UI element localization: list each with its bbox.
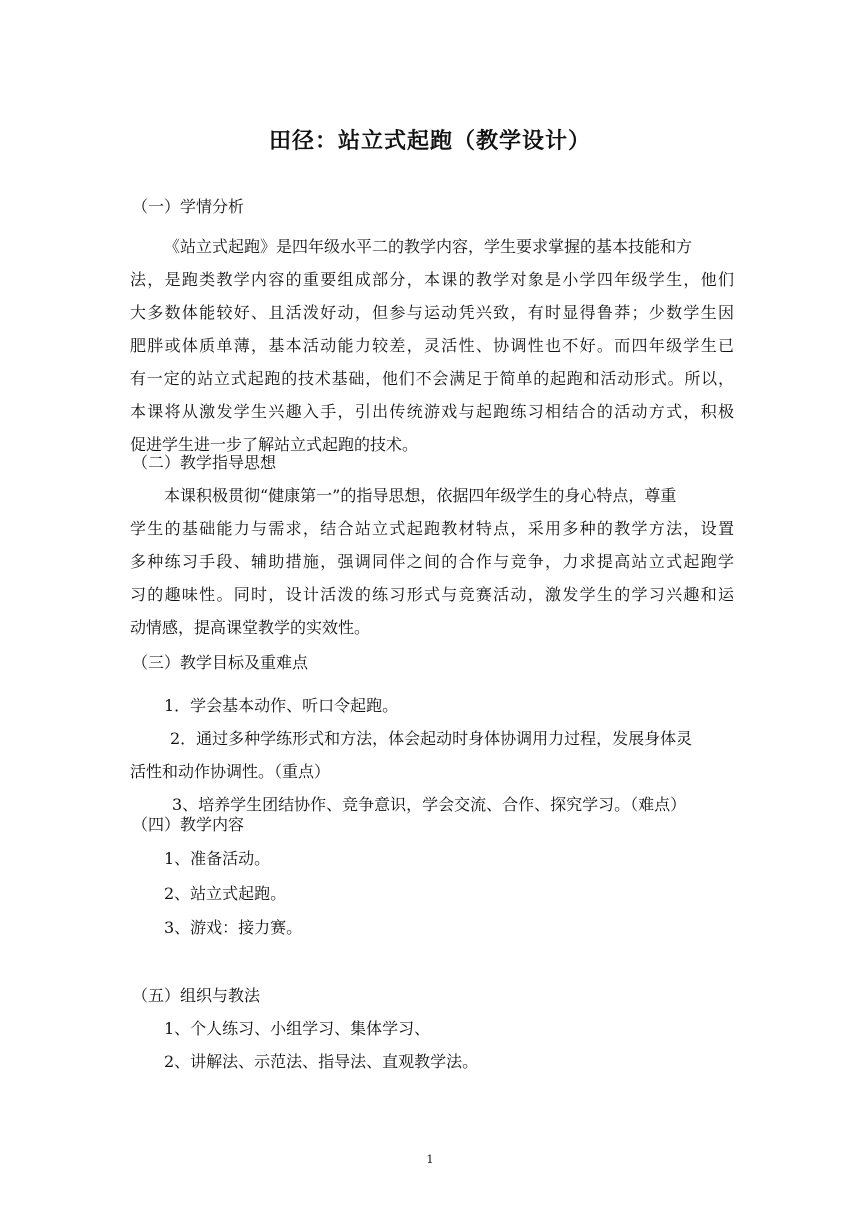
paragraph-line: 多种练习手段、辅助措施，强调同伴之间的合作与竞争，力求提高站立式起跑学: [130, 552, 734, 571]
objective-item-1: 1．学会基本动作、听口令起跑。: [164, 696, 399, 715]
section-heading-2: （二）教学指导思想: [132, 453, 277, 472]
method-item-1: 1、个人练习、小组学习、集体学习、: [164, 1019, 431, 1038]
document-title: 田径：站立式起跑（教学设计）: [268, 129, 591, 154]
objective-item-3: 3、培养学生团结协作、竞争意识，学会交流、合作、探究学习。（难点）: [172, 795, 687, 814]
page-number: 1: [426, 1153, 434, 1166]
content-item-3: 3、游戏：接力赛。: [164, 918, 303, 937]
paragraph-line: 本课积极贯彻“健康第一”的指导思想，依据四年级学生的身心特点，尊重: [164, 486, 677, 505]
objective-item-2-cont: 活性和动作协调性。（重点）: [130, 762, 331, 781]
paragraph-line: 本课将从激发学生兴趣入手，引出传统游戏与起跑练习相结合的活动方式，积极: [130, 402, 734, 421]
section-heading-1: （一）学情分析: [132, 197, 245, 216]
paragraph-line: 习的趣味性。同时，设计活泼的练习形式与竞赛活动，激发学生的学习兴趣和运: [130, 585, 734, 604]
method-item-2: 2、讲解法、示范法、指导法、直观教学法。: [164, 1052, 479, 1071]
paragraph-line: 学生的基础能力与需求，结合站立式起跑教材特点，采用多种的教学方法，设置: [130, 519, 734, 538]
content-item-1: 1、准备活动。: [164, 849, 271, 868]
paragraph-line: 大多数体能较好、且活泼好动，但参与运动凭兴致，有时显得鲁莽；少数学生因: [130, 303, 734, 322]
section-heading-4: （四）教学内容: [132, 815, 245, 834]
paragraph-line: 有一定的站立式起跑的技术基础，他们不会满足于简单的起跑和活动形式。所以，: [130, 369, 734, 388]
paragraph-line: 《站立式起跑》是四年级水平二的教学内容，学生要求掌握的基本技能和方: [164, 237, 693, 256]
section-heading-5: （五）组织与教法: [132, 986, 261, 1005]
paragraph-line: 肥胖或体质单薄，基本活动能力较差，灵活性、协调性也不好。而四年级学生已: [130, 336, 734, 355]
paragraph-line: 法，是跑类教学内容的重要组成部分，本课的教学对象是小学四年级学生，他们: [130, 270, 734, 289]
section-heading-3: （三）教学目标及重难点: [132, 653, 309, 672]
content-item-2: 2、站立式起跑。: [164, 884, 287, 903]
paragraph-line: 促进学生进一步了解站立式起跑的技术。: [130, 435, 419, 454]
paragraph-line: 动情感，提高课堂教学的实效性。: [130, 618, 371, 637]
objective-item-2: 2．通过多种学练形式和方法，体会起动时身体协调用力过程，发展身体灵: [170, 729, 693, 748]
